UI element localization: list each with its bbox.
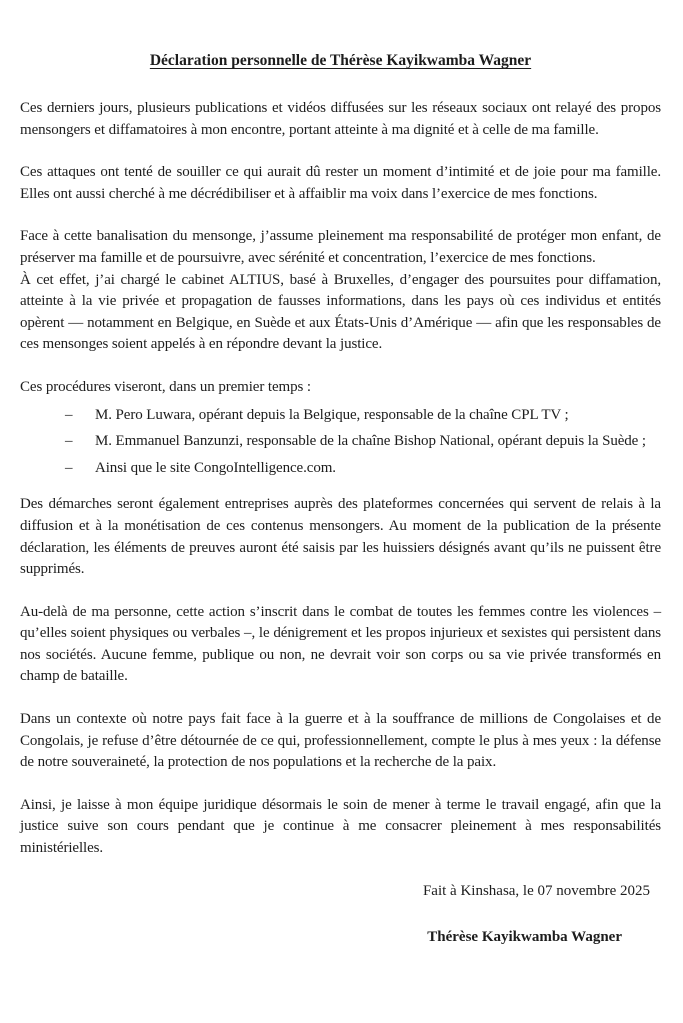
list-item — [20, 458, 661, 480]
paragraph-responsibility: Face à cette banalisation du mensonge, j’assume pleinement ma responsabilité de protéger mon enfant, de préserver ma famille et de poursuivre, avec sérénité et concentration, l’exercice de mes fonctions. — [20, 228, 661, 266]
paragraph-country-context: Dans un contexte où notre pays fait face à la guerre et à la souffrance de millions de Congolaises et de Congolais, je refuse d’être détournée de ce qui, professionnellement, compte le plus à mes yeux : la défense de notre souveraineté, la protection de nos populations et la recherche de la paix. — [20, 711, 661, 771]
date-line: Fait à Kinshasa, le 07 novembre 2025 — [422, 882, 650, 899]
targets-list — [20, 405, 661, 480]
document-title: Déclaration personnelle de Thérèse Kayikwamba Wagner — [149, 52, 532, 69]
dash-marker: – — [65, 406, 73, 423]
list-item-text: M. Emmanuel Banzunzi, responsable de la chaîne Bishop National, opérant depuis la Suède ; — [95, 433, 646, 450]
list-item — [20, 405, 661, 427]
dash-marker: – — [65, 459, 73, 476]
paragraph-attacks-impact: Ces attaques ont tenté de souiller ce qui aurait dû rester un moment d’intimité et de joie pour ma famille. Elles ont aussi cherché à me décrédibiliser et à affaiblir ma voix dans l’exercice de mes fonctions. — [20, 164, 661, 202]
signature: Thérèse Kayikwamba Wagner — [427, 929, 622, 946]
paragraph-platforms: Des démarches seront également entreprises auprès des plateformes concernées qui servent de relais à la diffusion et à la monétisation de ces contenus mensongers. Au moment de la publication de la présente déclaration, les éléments de preuves auront été saisis par les huissiers désignés avant qu’ils ne puissent être supprimés. — [20, 496, 661, 578]
paragraph-women-combat: Au-delà de ma personne, cette action s’inscrit dans le combat de toutes les femmes contre les violences – qu’elles soient physiques ou verbales –, le dénigrement et les propos injurieux et sexistes qui persistent dans nos sociétés. Aucune femme, publique ou non, ne devrait voir son corps ou sa vie privée transformés en champ de bataille. — [20, 603, 661, 685]
paragraph-conclusion: Ainsi, je laisse à mon équipe juridique désormais le soin de mener à terme le travail engagé, afin que la justice suive son cours pendant que je continue à me consacrer pleinement à mes responsabilités ministérielles. — [20, 796, 661, 857]
list-item — [20, 431, 661, 453]
paragraph-attacks-intro: Ces derniers jours, plusieurs publications et vidéos diffusées sur les réseaux sociaux ont relayé des propos mensongers et diffamatoires à mon encontre, portant atteinte à ma dignité et à celle de ma famille. — [20, 100, 661, 138]
list-item-text: M. Pero Luwara, opérant depuis la Belgique, responsable de la chaîne CPL TV ; — [95, 406, 569, 423]
dash-marker: – — [65, 433, 73, 450]
paragraph-legal-action: À cet effet, j’ai chargé le cabinet ALTIUS, basé à Bruxelles, d’engager des poursuites pour diffamation, atteinte à la vie privée et propagation de fausses informations, dans les pays où ces individus et entités opèrent — notamment en Belgique, en Suède et aux États-Unis d’Amérique — afin que les responsables de ces mensonges soient appelés à en répondre devant la justice. — [20, 271, 661, 353]
list-item-text: Ainsi que le site CongoIntelligence.com. — [95, 459, 336, 476]
paragraph-list-intro: Ces procédures viseront, dans un premier temps : — [20, 378, 311, 395]
